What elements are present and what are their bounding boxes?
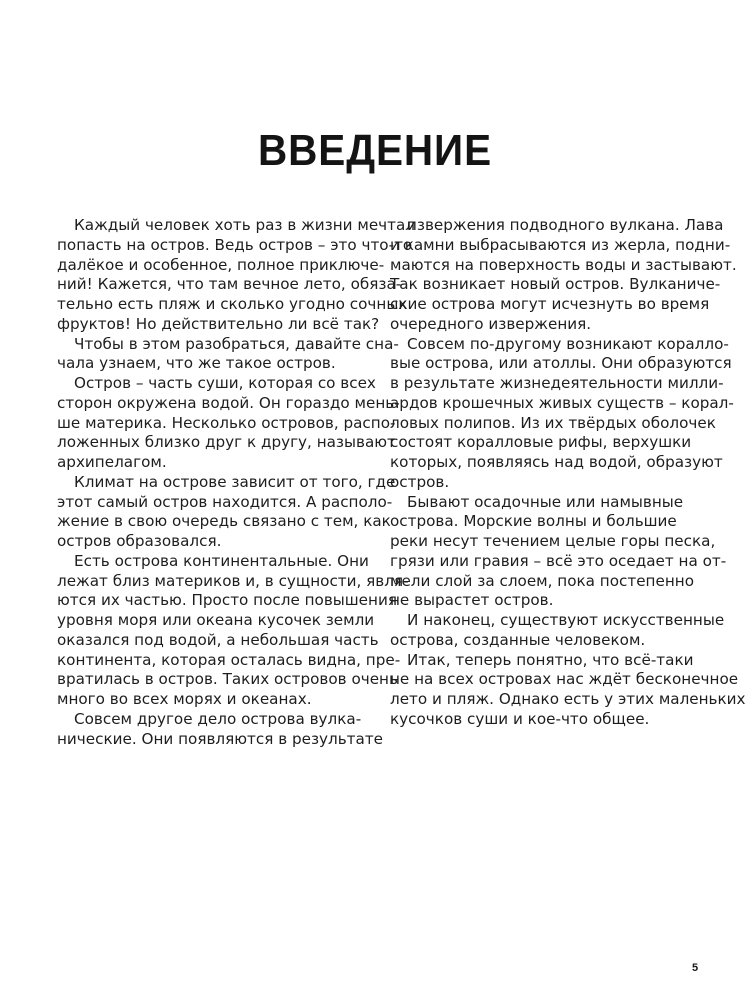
- text-line: ше материка. Несколько островов, распо-: [57, 413, 396, 432]
- left-paragraph: [57, 374, 400, 473]
- text-line: оказался под водой, а небольшая часть: [57, 630, 379, 649]
- page-title: ВВЕДЕНИЕ: [258, 126, 492, 175]
- text-line: Совсем по-другому возникают коралло-: [407, 334, 729, 353]
- text-line: континента, которая осталась видна, пре-: [57, 650, 401, 669]
- text-line: попасть на остров. Ведь остров – это что-то: [57, 235, 413, 254]
- page-number: 5: [691, 962, 699, 974]
- text-line: вые острова, или атоллы. Они образуются: [390, 354, 732, 373]
- text-line: которых, появляясь над водой, образуют: [390, 453, 723, 471]
- text-line: мели слой за слоем, пока постепенно: [390, 571, 694, 590]
- text-line: Каждый человек хоть раз в жизни мечтал: [74, 216, 415, 234]
- text-line: ловых полипов. Из их твёрдых оболочек: [390, 413, 716, 432]
- text-line: в результате жизнедеятельности милли-: [390, 374, 724, 392]
- text-line: грязи или гравия – всё это оседает на от-: [390, 551, 727, 570]
- right-paragraph: [390, 492, 727, 612]
- text-line: ложенных близко друг к другу, называют: [57, 433, 396, 452]
- text-line: реки несут течением целые горы песка,: [390, 532, 716, 550]
- text-line: лежат близ материков и, в сущности, явля-: [57, 571, 409, 590]
- text-column-right: [390, 216, 746, 730]
- text-line: ний! Кажется, что там вечное лето, обяза-: [57, 275, 402, 294]
- text-line: нические. Они появляются в результате: [57, 729, 384, 748]
- text-line: острова. Морские волны и большие: [390, 512, 677, 531]
- text-line: много во всех морях и океанах.: [57, 690, 312, 708]
- text-line: чала узнаем, что же такое остров.: [57, 354, 336, 373]
- left-paragraph: [57, 334, 399, 375]
- text-line: этот самый остров находится. А располо-: [57, 492, 393, 511]
- right-paragraph: [390, 216, 737, 335]
- text-line: острова, созданные человеком.: [390, 630, 646, 649]
- text-line: сторон окружена водой. Он гораздо мень-: [57, 393, 400, 412]
- text-line: Совсем другое дело острова вулка-: [74, 709, 362, 728]
- text-column-left: [57, 216, 415, 749]
- left-paragraph: [57, 551, 409, 710]
- text-line: ардов крошечных живых существ – корал-: [390, 393, 734, 412]
- text-line: далёкое и особенное, полное приключе-: [57, 255, 385, 274]
- right-paragraph: [390, 650, 746, 730]
- text-line: лето и пляж. Однако есть у этих маленьких: [390, 690, 746, 708]
- text-line: вратилась в остров. Таких островов очень: [57, 670, 398, 689]
- text-line: жение в свою очередь связано с тем, как: [57, 512, 391, 531]
- text-line: Есть острова континентальные. Они: [74, 551, 369, 570]
- text-line: уровня моря или океана кусочек земли: [57, 611, 375, 629]
- text-line: маются на поверхность воды и застывают.: [390, 255, 737, 274]
- text-line: и камни выбрасываются из жерла, подни-: [390, 235, 731, 254]
- text-line: остров образовался.: [57, 532, 222, 550]
- text-line: архипелагом.: [57, 453, 167, 471]
- text-line: не на всех островах нас ждёт бесконечное: [390, 670, 739, 689]
- text-line: И наконец, существуют искусственные: [407, 611, 725, 629]
- text-line: Остров – часть суши, которая со всех: [74, 374, 376, 392]
- text-line: остров.: [390, 472, 450, 491]
- text-line: Так возникает новый остров. Вулканиче-: [390, 275, 721, 294]
- text-line: фруктов! Но действительно ли всё так?: [57, 314, 380, 333]
- text-line: Итак, теперь понятно, что всё-таки: [407, 650, 694, 669]
- text-line: кусочков суши и кое-что общее.: [390, 709, 650, 728]
- left-paragraph: [57, 472, 396, 552]
- right-paragraph: [390, 611, 725, 651]
- text-line: ются их частью. Просто после повышения: [57, 591, 397, 610]
- left-paragraph: [57, 709, 384, 750]
- text-line: тельно есть пляж и сколько угодно сочных: [57, 295, 408, 313]
- left-paragraph: [57, 216, 415, 335]
- text-line: ские острова могут исчезнуть во время: [390, 295, 710, 313]
- right-paragraph: [390, 334, 734, 493]
- text-line: Климат на острове зависит от того, где: [74, 472, 396, 491]
- text-line: не вырастет остров.: [390, 591, 554, 610]
- text-line: состоят коралловые рифы, верхушки: [390, 433, 692, 452]
- text-line: Чтобы в этом разобраться, давайте сна-: [74, 334, 399, 353]
- text-line: извержения подводного вулкана. Лава: [407, 216, 724, 234]
- text-line: очередного извержения.: [390, 314, 592, 333]
- text-line: Бывают осадочные или намывные: [407, 492, 684, 511]
